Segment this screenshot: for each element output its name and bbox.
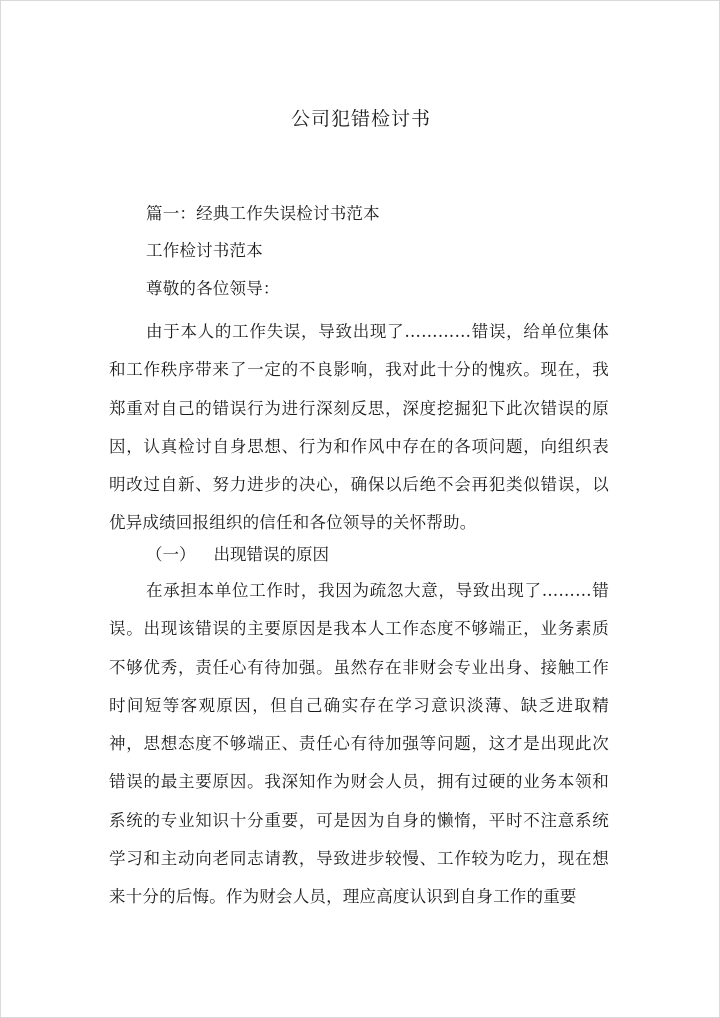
section-title: 篇一：经典工作失误检讨书范本 [146, 204, 380, 223]
body-paragraph-2: 在承担本单位工作时，我因为疏忽大意，导致出现了………错误。出现该错误的主要原因是我本人工作态度不够端正，业务素质不够优秀，责任心有待加强。虽然存在非财会专业出身、接触工作时间短等客观原因，但自己确实存在学习意识淡薄、缺乏进取精神，思想态度不够端正、责任心有待加强等问题，这才是出现此次错误的最主要原因。我深知作为财会人员，拥有过硬的业务本领和系统的专业知识十分重要，可是因为自身的懒惰，平时不注意系统学习和主动向老同志请教，导致进步较慢、工作较为吃力，现在想来十分的后悔。作为财会人员，理应高度认识到自身工作的重要 [109, 581, 609, 907]
heading-text: 出现错误的原因 [213, 545, 329, 564]
heading-number: （一） [146, 545, 196, 564]
salutation: 尊敬的各位领导： [146, 279, 280, 298]
document-subtitle: 工作检讨书范本 [146, 241, 263, 260]
section-heading-1 [146, 543, 329, 567]
body-paragraph-1: 由于本人的工作失误，导致出现了…………错误，给单位集体和工作秩序带来了一定的不良影响，我对此十分的愧疚。现在，我郑重对自己的错误行为进行深刻反思，深度挖掘犯下此次错误的原因，认真检讨自身思想、行为和作风中存在的各项问题，向组织表明改过自新、努力进步的决心，确保以后绝不会再犯类似错误，以优异成绩回报组织的信任和各位领导的关怀帮助。 [109, 322, 609, 533]
document-title: 公司犯错检讨书 [290, 108, 431, 130]
